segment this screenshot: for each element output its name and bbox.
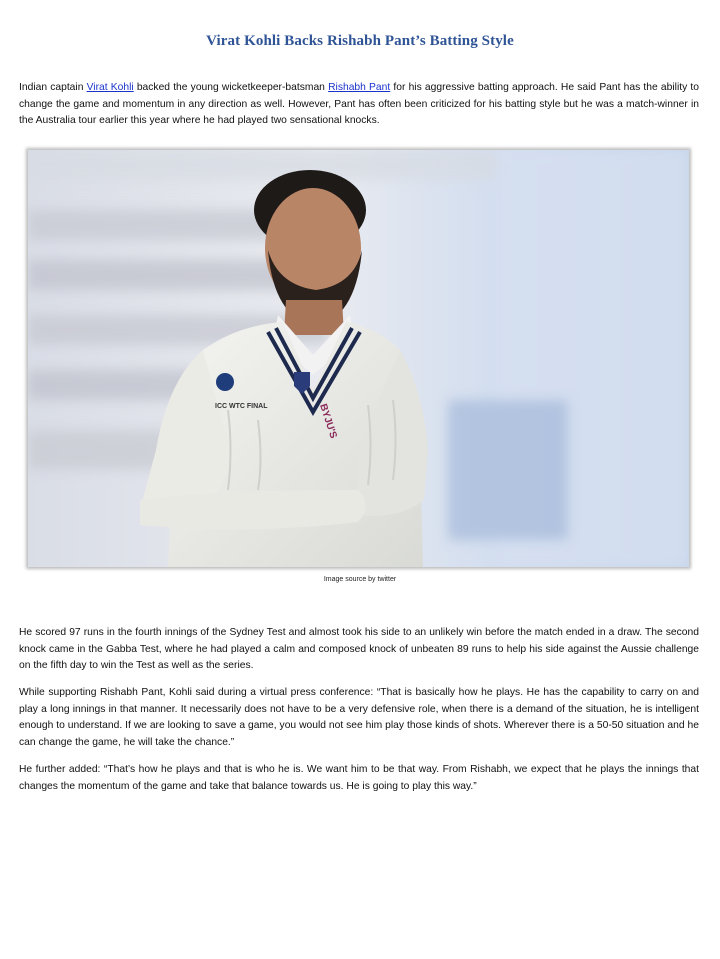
body-paragraph-1: He scored 97 runs in the fourth innings of the Sydney Test and almost took his side to an unlikely win before the match ended in a draw. The second knock came in the Gabba Test, where he had played a calm and composed knock of unbeaten 89 runs to help his side against the Aussie challenge on the fifth day to win the Test as well as the series. [19, 627, 699, 671]
jersey-logo-text: ICC WTC FINAL [215, 403, 268, 410]
intro-paragraph [19, 80, 699, 130]
article-title: Virat Kohli Backs Rishabh Pant’s Batting Style [206, 33, 514, 49]
intro-text-middle: backed the young wicketkeeper-batsman [133, 82, 329, 93]
rishabh-pant-link[interactable]: Rishabh Pant [328, 82, 391, 93]
jersey-sponsor-text: BYJU'S [317, 402, 339, 440]
intro-text-start: Indian captain [19, 82, 87, 93]
image-caption: Image source by twitter [323, 576, 397, 583]
virat-kohli-link[interactable]: Virat Kohli [86, 82, 134, 93]
body-paragraph-3: He further added: “That’s how he plays and that is who he is. We want him to be that way. From Rishabh, we expect that he plays the innings that changes the momentum of the game and take that balance towards us. He is going to play this way.” [19, 764, 699, 792]
intro-text-end: for his aggressive batting approach. He said Pant has the ability to change the game and momentum in any direction as well. However, Pant has often been criticized for his batting style but he was a match-winner in the Australia tour earlier this year where he had played two sensational knocks. [19, 82, 699, 126]
body-paragraph-2: While supporting Rishabh Pant, Kohli said during a virtual press conference: “That is basically how he plays. He has the capability to carry on and play a long innings in that manner. It necessarily does not have to be a very defensive role, when there is a demand of the situation, he is intelligent enough to understand. If we are looking to save a game, you would not see him play those kinds of shots. Wherever there is a 50-50 situation and he can change the game, he will take the chance.” [19, 687, 699, 748]
article-photo [28, 150, 689, 567]
